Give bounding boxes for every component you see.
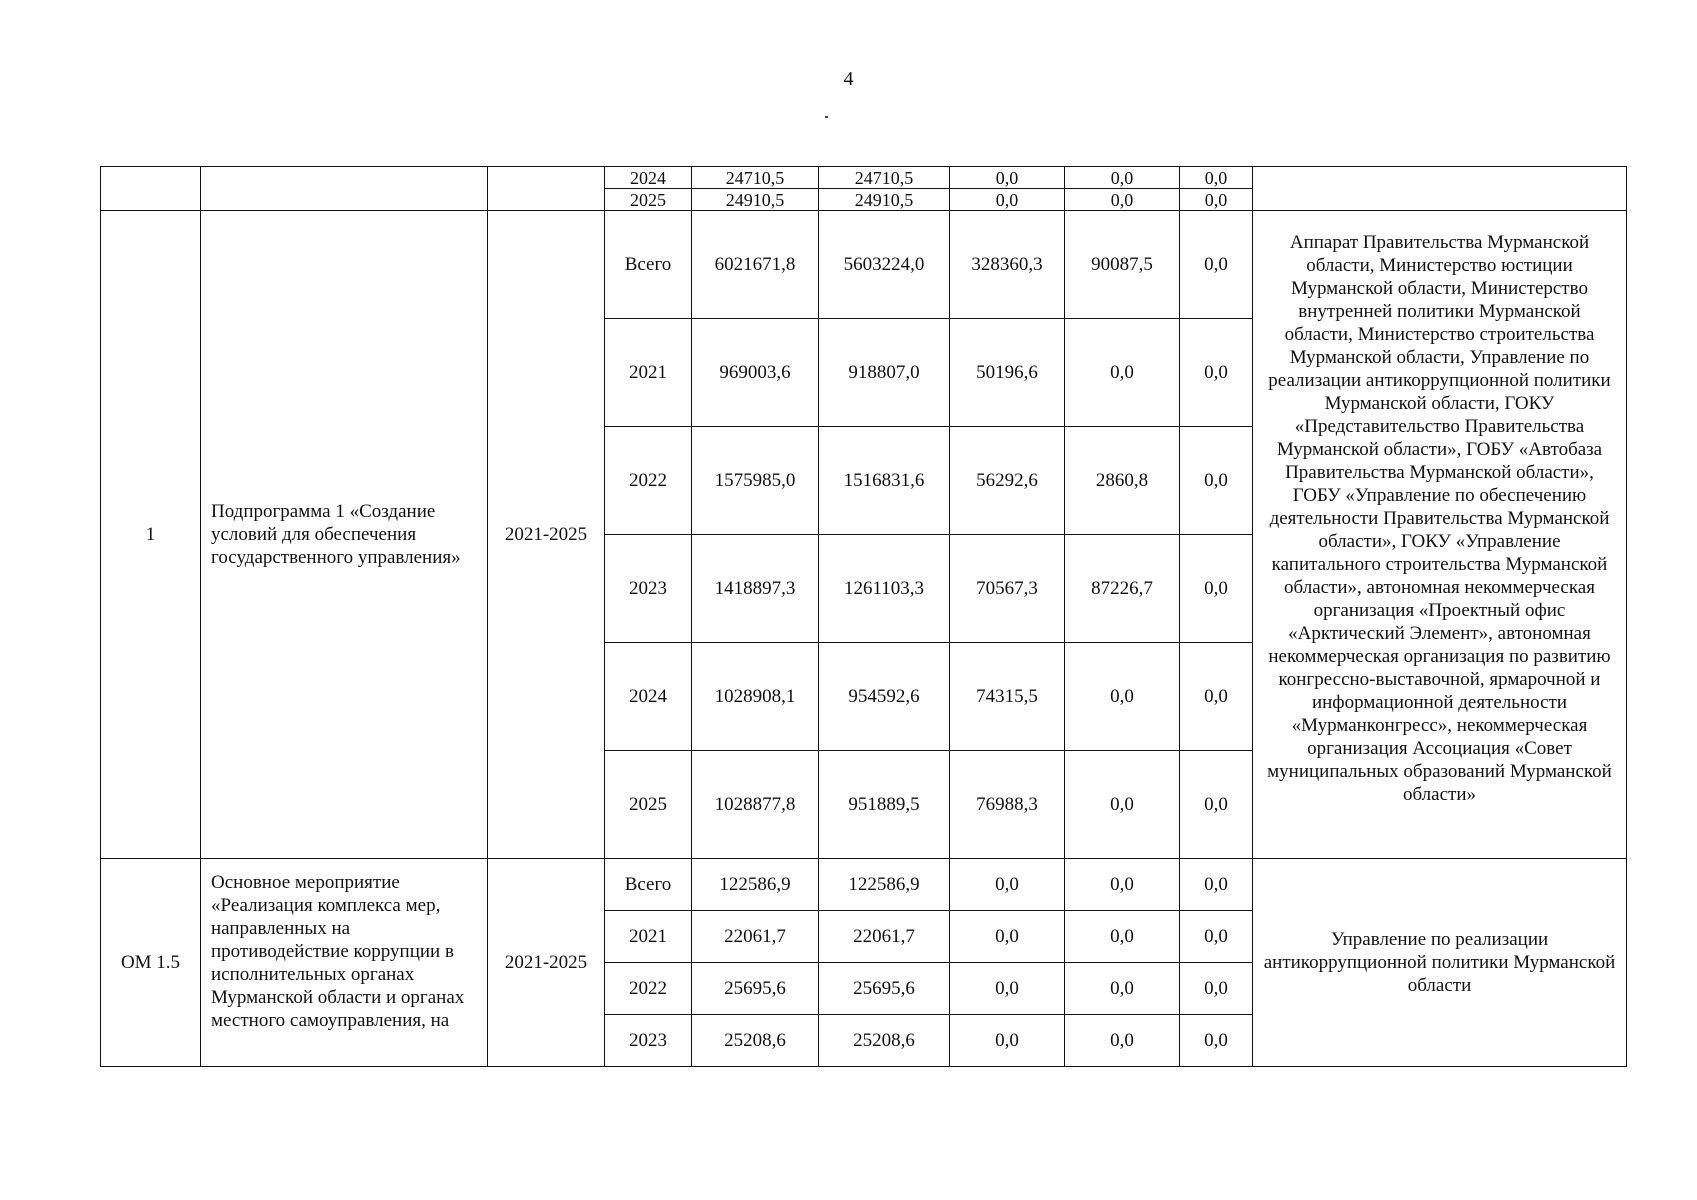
total-cell: 24910,5	[692, 189, 819, 211]
local-budget-cell: 2860,8	[1065, 427, 1180, 535]
measure-period: 2021-2025	[488, 859, 605, 1067]
regional-budget-cell: 24910,5	[819, 189, 950, 211]
local-budget-cell: 0,0	[1065, 963, 1180, 1015]
regional-budget-cell: 918807,0	[819, 319, 950, 427]
regional-budget-cell: 954592,6	[819, 643, 950, 751]
local-budget-cell: 0,0	[1065, 167, 1180, 189]
regional-budget-cell: 951889,5	[819, 751, 950, 859]
regional-budget-cell: 25695,6	[819, 963, 950, 1015]
federal-budget-cell: 50196,6	[950, 319, 1065, 427]
total-cell: 6021671,8	[692, 211, 819, 319]
regional-budget-cell: 122586,9	[819, 859, 950, 911]
other-sources-cell: 0,0	[1180, 427, 1253, 535]
federal-budget-cell: 328360,3	[950, 211, 1065, 319]
other-sources-cell: 0,0	[1180, 535, 1253, 643]
local-budget-cell: 0,0	[1065, 319, 1180, 427]
measure-name: Основное мероприятие «Реализация комплекса мер, направленных на противодействие коррупции в исполнительных органах Мурманской области и органах местного самоуправления, на	[201, 859, 488, 1067]
continuation-period-cell	[488, 167, 605, 211]
continuation-name-cell	[201, 167, 488, 211]
subprogram-name: Подпрограмма 1 «Создание условий для обеспечения государственного управления»	[201, 211, 488, 859]
other-sources-cell: 0,0	[1180, 211, 1253, 319]
local-budget-cell: 0,0	[1065, 643, 1180, 751]
subprogram-number: 1	[101, 211, 201, 859]
year-cell: Всего	[605, 211, 692, 319]
total-cell: 1028877,8	[692, 751, 819, 859]
year-cell: 2024	[605, 643, 692, 751]
regional-budget-cell: 22061,7	[819, 911, 950, 963]
other-sources-cell: 0,0	[1180, 189, 1253, 211]
year-cell: 2021	[605, 319, 692, 427]
federal-budget-cell: 0,0	[950, 859, 1065, 911]
table-row-measure-total	[101, 859, 1627, 911]
measure-number: ОМ 1.5	[101, 859, 201, 1067]
total-cell: 22061,7	[692, 911, 819, 963]
local-budget-cell: 0,0	[1065, 859, 1180, 911]
total-cell: 1418897,3	[692, 535, 819, 643]
total-cell: 1028908,1	[692, 643, 819, 751]
total-cell: 122586,9	[692, 859, 819, 911]
funding-table	[100, 166, 1627, 1067]
federal-budget-cell: 0,0	[950, 963, 1065, 1015]
other-sources-cell: 0,0	[1180, 911, 1253, 963]
table-row-subprogram-total	[101, 211, 1627, 319]
federal-budget-cell: 70567,3	[950, 535, 1065, 643]
year-cell: 2021	[605, 911, 692, 963]
year-cell: 2022	[605, 427, 692, 535]
other-sources-cell: 0,0	[1180, 167, 1253, 189]
total-cell: 1575985,0	[692, 427, 819, 535]
local-budget-cell: 0,0	[1065, 1015, 1180, 1067]
federal-budget-cell: 76988,3	[950, 751, 1065, 859]
regional-budget-cell: 1261103,3	[819, 535, 950, 643]
year-cell: 2023	[605, 1015, 692, 1067]
regional-budget-cell: 25208,6	[819, 1015, 950, 1067]
other-sources-cell: 0,0	[1180, 1015, 1253, 1067]
federal-budget-cell: 0,0	[950, 189, 1065, 211]
year-cell: 2022	[605, 963, 692, 1015]
total-cell: 24710,5	[692, 167, 819, 189]
subprogram-executors: Аппарат Правительства Мурманской области, Министерство юстиции Мурманской области, Министерство внутренней политики Мурманской области, Министерство строительства Мурманской области, Управление по реализации антикоррупционной политики Мурманской области, ГОКУ «Представительство Правительства Мурманской области», ГОБУ «Автобаза Правительства Мурманской области», ГОБУ «Управление по обеспечению деятельности Правительства Мурманской области», ГОКУ «Управление капитального строительства Мурманской области», автономная некоммерческая организация «Проектный офис «Арктический Элемент», автономная некоммерческая организация по развитию конгрессно-выставочной, ярмарочной и информационной деятельности «Мурманконгресс», некоммерческая организация Ассоциация «Совет муниципальных образований Мурманской области»	[1253, 211, 1627, 859]
other-sources-cell: 0,0	[1180, 859, 1253, 911]
total-cell: 25695,6	[692, 963, 819, 1015]
regional-budget-cell: 24710,5	[819, 167, 950, 189]
federal-budget-cell: 0,0	[950, 911, 1065, 963]
other-sources-cell: 0,0	[1180, 751, 1253, 859]
table-row-continuation-2024	[101, 167, 1627, 189]
local-budget-cell: 87226,7	[1065, 535, 1180, 643]
year-cell: 2025	[605, 751, 692, 859]
year-cell: 2024	[605, 167, 692, 189]
other-sources-cell: 0,0	[1180, 643, 1253, 751]
continuation-number-cell	[101, 167, 201, 211]
other-sources-cell: 0,0	[1180, 963, 1253, 1015]
other-sources-cell: 0,0	[1180, 319, 1253, 427]
year-cell: Всего	[605, 859, 692, 911]
federal-budget-cell: 0,0	[950, 1015, 1065, 1067]
year-cell: 2023	[605, 535, 692, 643]
local-budget-cell: 0,0	[1065, 751, 1180, 859]
total-cell: 25208,6	[692, 1015, 819, 1067]
federal-budget-cell: 0,0	[950, 167, 1065, 189]
measure-executors: Управление по реализации антикоррупционной политики Мурманской области	[1253, 859, 1627, 1067]
subprogram-period: 2021-2025	[488, 211, 605, 859]
year-cell: 2025	[605, 189, 692, 211]
local-budget-cell: 0,0	[1065, 189, 1180, 211]
regional-budget-cell: 5603224,0	[819, 211, 950, 319]
federal-budget-cell: 56292,6	[950, 427, 1065, 535]
local-budget-cell: 0,0	[1065, 911, 1180, 963]
scan-artifact-dot	[825, 116, 828, 118]
total-cell: 969003,6	[692, 319, 819, 427]
federal-budget-cell: 74315,5	[950, 643, 1065, 751]
local-budget-cell: 90087,5	[1065, 211, 1180, 319]
regional-budget-cell: 1516831,6	[819, 427, 950, 535]
continuation-executors-cell	[1253, 167, 1627, 211]
page-number: 4	[843, 68, 854, 90]
